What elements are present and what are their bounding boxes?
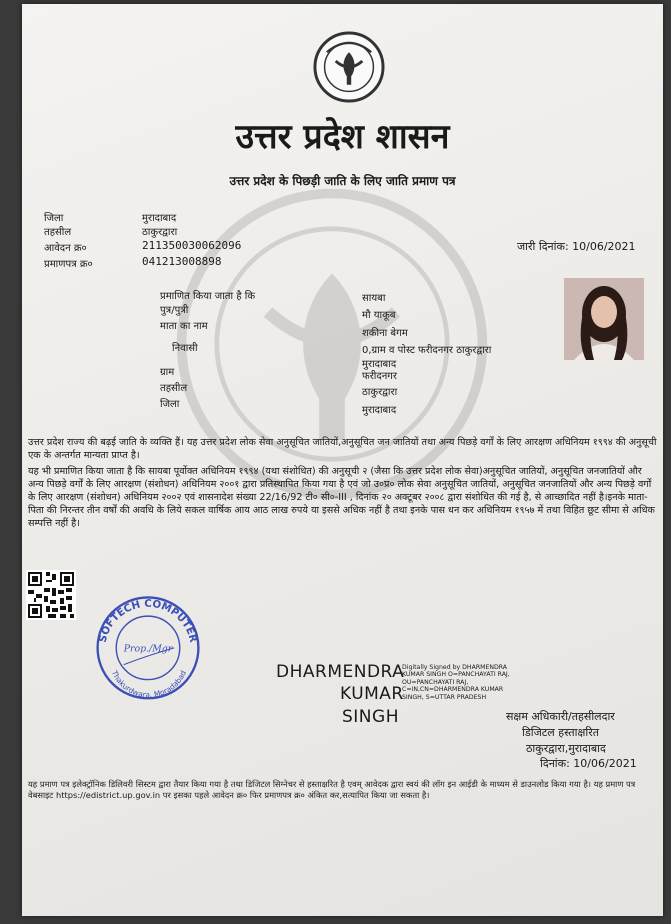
meta-value-application-no: 211350030062096 xyxy=(142,239,242,252)
meta-value-tehsil: ठाकुरद्वारा xyxy=(142,227,178,238)
detail-value-village: फरीदनगर xyxy=(362,371,397,382)
meta-label-district: जिला xyxy=(44,213,64,224)
officer-sign-type: डिजिटल हस्ताक्षरित xyxy=(522,726,599,739)
signer-name-line-1: DHARMENDRA xyxy=(276,662,405,682)
meta-label-tehsil: तहसील xyxy=(44,227,72,238)
page-title: उत्तर प्रदेश शासन xyxy=(235,117,450,157)
applicant-photo xyxy=(564,278,644,360)
detail-label-tehsil: तहसील xyxy=(160,383,188,394)
svg-text:SOFTECH COMPUTER xyxy=(97,598,200,644)
signer-name-line-2: KUMAR xyxy=(340,684,404,704)
detail-value-address-district: मुरादाबाद xyxy=(362,359,397,370)
meta-label-application-no: आवेदन क्र० xyxy=(44,243,87,254)
meta-value-certificate-no: 041213008898 xyxy=(142,255,222,268)
officer-designation: सक्षम अधिकारी/तहसीलदार xyxy=(506,710,615,723)
stamp-ring-text: SOFTECH COMPUTER xyxy=(96,597,200,644)
digital-signature-details: Digitally Signed by DHARMENDRA KUMAR SINGH O=PANCHAYATI RAJ, OU=PANCHAYATI RAJ, C=IN,CN=DHARMENDRA KUMAR SINGH, S=UTTAR PRADESH xyxy=(402,664,510,701)
state-seal-icon xyxy=(312,30,386,104)
officer-place: ठाकुरद्वारा,मुरादाबाद xyxy=(526,742,606,755)
detail-value-district: मुरादाबाद xyxy=(362,405,397,416)
meta-label-certificate-no: प्रमाणपत्र क्र० xyxy=(44,259,93,270)
detail-label-village: ग्राम xyxy=(160,367,175,378)
detail-value-mother: शकीना बेगम xyxy=(362,328,408,339)
certificate-page xyxy=(22,4,663,916)
certificate-subtitle: उत्तर प्रदेश के पिछड़ी जाति के लिए जाति प्रमाण पत्र xyxy=(229,174,456,188)
meta-value-district: मुरादाबाद xyxy=(142,213,177,224)
detail-label-resident: निवासी xyxy=(172,343,198,354)
certification-statement: यह भी प्रमाणित किया जाता है कि सायबा पूर्वोक्त अधिनियम १९९४ (यथा संशोधित) की अनुसूची २ (जैसा कि उत्तर प्रदेश लोक सेवा)अनुसूचित जातियों, अनुसूचित जनजातियों और अन्य पिछड़े वर्गों के लिए आरक्षण (संशोधन) अधिनियम २००१ द्वारा प्रतिस्थापित किया गया है एवं जो उ०प्र० लोक सेवा अनुसूचित जातियों, अनुसूचित जनजातियों और अन्य पिछड़े वर्गों के लिए आरक्षण (संशोधन) अधिनियम २००२ एवं शासनादेश संख्या 22/16/92 टी० सी०-III , दिनांक २० अक्टूबर २००८ द्वारा संशोधित की गई है, से आच्छादित नहीं है।इनके माता-पिता की निरन्तर तीन वर्षों की अवधि के लिये सकल वार्षिक आय आठ लाख रुपये या इससे अधिक नहीं है तथा इनके पास धन कर अधिनियम १९५७ में तथा विहित छूट सीमा से अधिक सम्पत्ति नहीं है। xyxy=(28,466,655,529)
caste-statement: उत्तर प्रदेश राज्य की बढ़ई जाति के व्यक्ति हैं। यह उत्तर प्रदेश लोक सेवा अनुसूचित जातियों,अनुसूचित जन जातियों तथा अन्य पिछड़े वर्गों के लिए आरक्षण अधिनियम १९९४ की अनुसूची एक के अन्तर्गत मान्यता प्राप्त है। xyxy=(28,437,657,461)
detail-value-name: सायबा xyxy=(362,293,386,304)
signer-name-line-3: SINGH xyxy=(342,707,399,727)
footer-note: यह प्रमाण पत्र इलेक्ट्रॉनिक डिलिवरी सिस्टम द्वारा तैयार किया गया है तथा डिजिटल सिग्नेचर से हस्ताक्षरित है एवम् आवेदक द्वारा स्वयं की लॉग इन आईडी के माध्यम से डाउनलोड किया गया है। यह प्रमाण पत्र वेबसाइट https://edistrict.up.gov.in पर इसका पहले आवेदन क्र० फिर प्रमाणपत्र क्र० अंकित कर,सत्यापित किया जा सकता है। xyxy=(28,779,636,800)
detail-label-child-of: पुत्र/पुत्री xyxy=(160,305,189,316)
detail-value-tehsil: ठाकुरद्वारा xyxy=(362,387,398,398)
stamp-center-text: Prop./Mgr xyxy=(123,643,173,655)
issue-date: जारी दिनांक: 10/06/2021 xyxy=(517,240,636,253)
qr-code xyxy=(26,570,76,620)
stamp-ring-bottom: Thakurdwara, Moradabad xyxy=(109,669,189,700)
detail-label-district: जिला xyxy=(160,399,180,410)
detail-label-mother: माता का नाम xyxy=(160,321,208,332)
svg-text:Thakurdwara, Moradabad xyxy=(109,668,188,699)
detail-value-address: 0,ग्राम व पोस्ट फरीदनगर ठाकुरद्वारा xyxy=(362,345,492,356)
detail-value-father: मौ याकूब xyxy=(362,310,396,321)
officer-date: दिनांक: 10/06/2021 xyxy=(540,757,637,770)
detail-label-certified: प्रमाणित किया जाता है कि xyxy=(160,291,256,302)
shop-stamp xyxy=(92,590,204,702)
